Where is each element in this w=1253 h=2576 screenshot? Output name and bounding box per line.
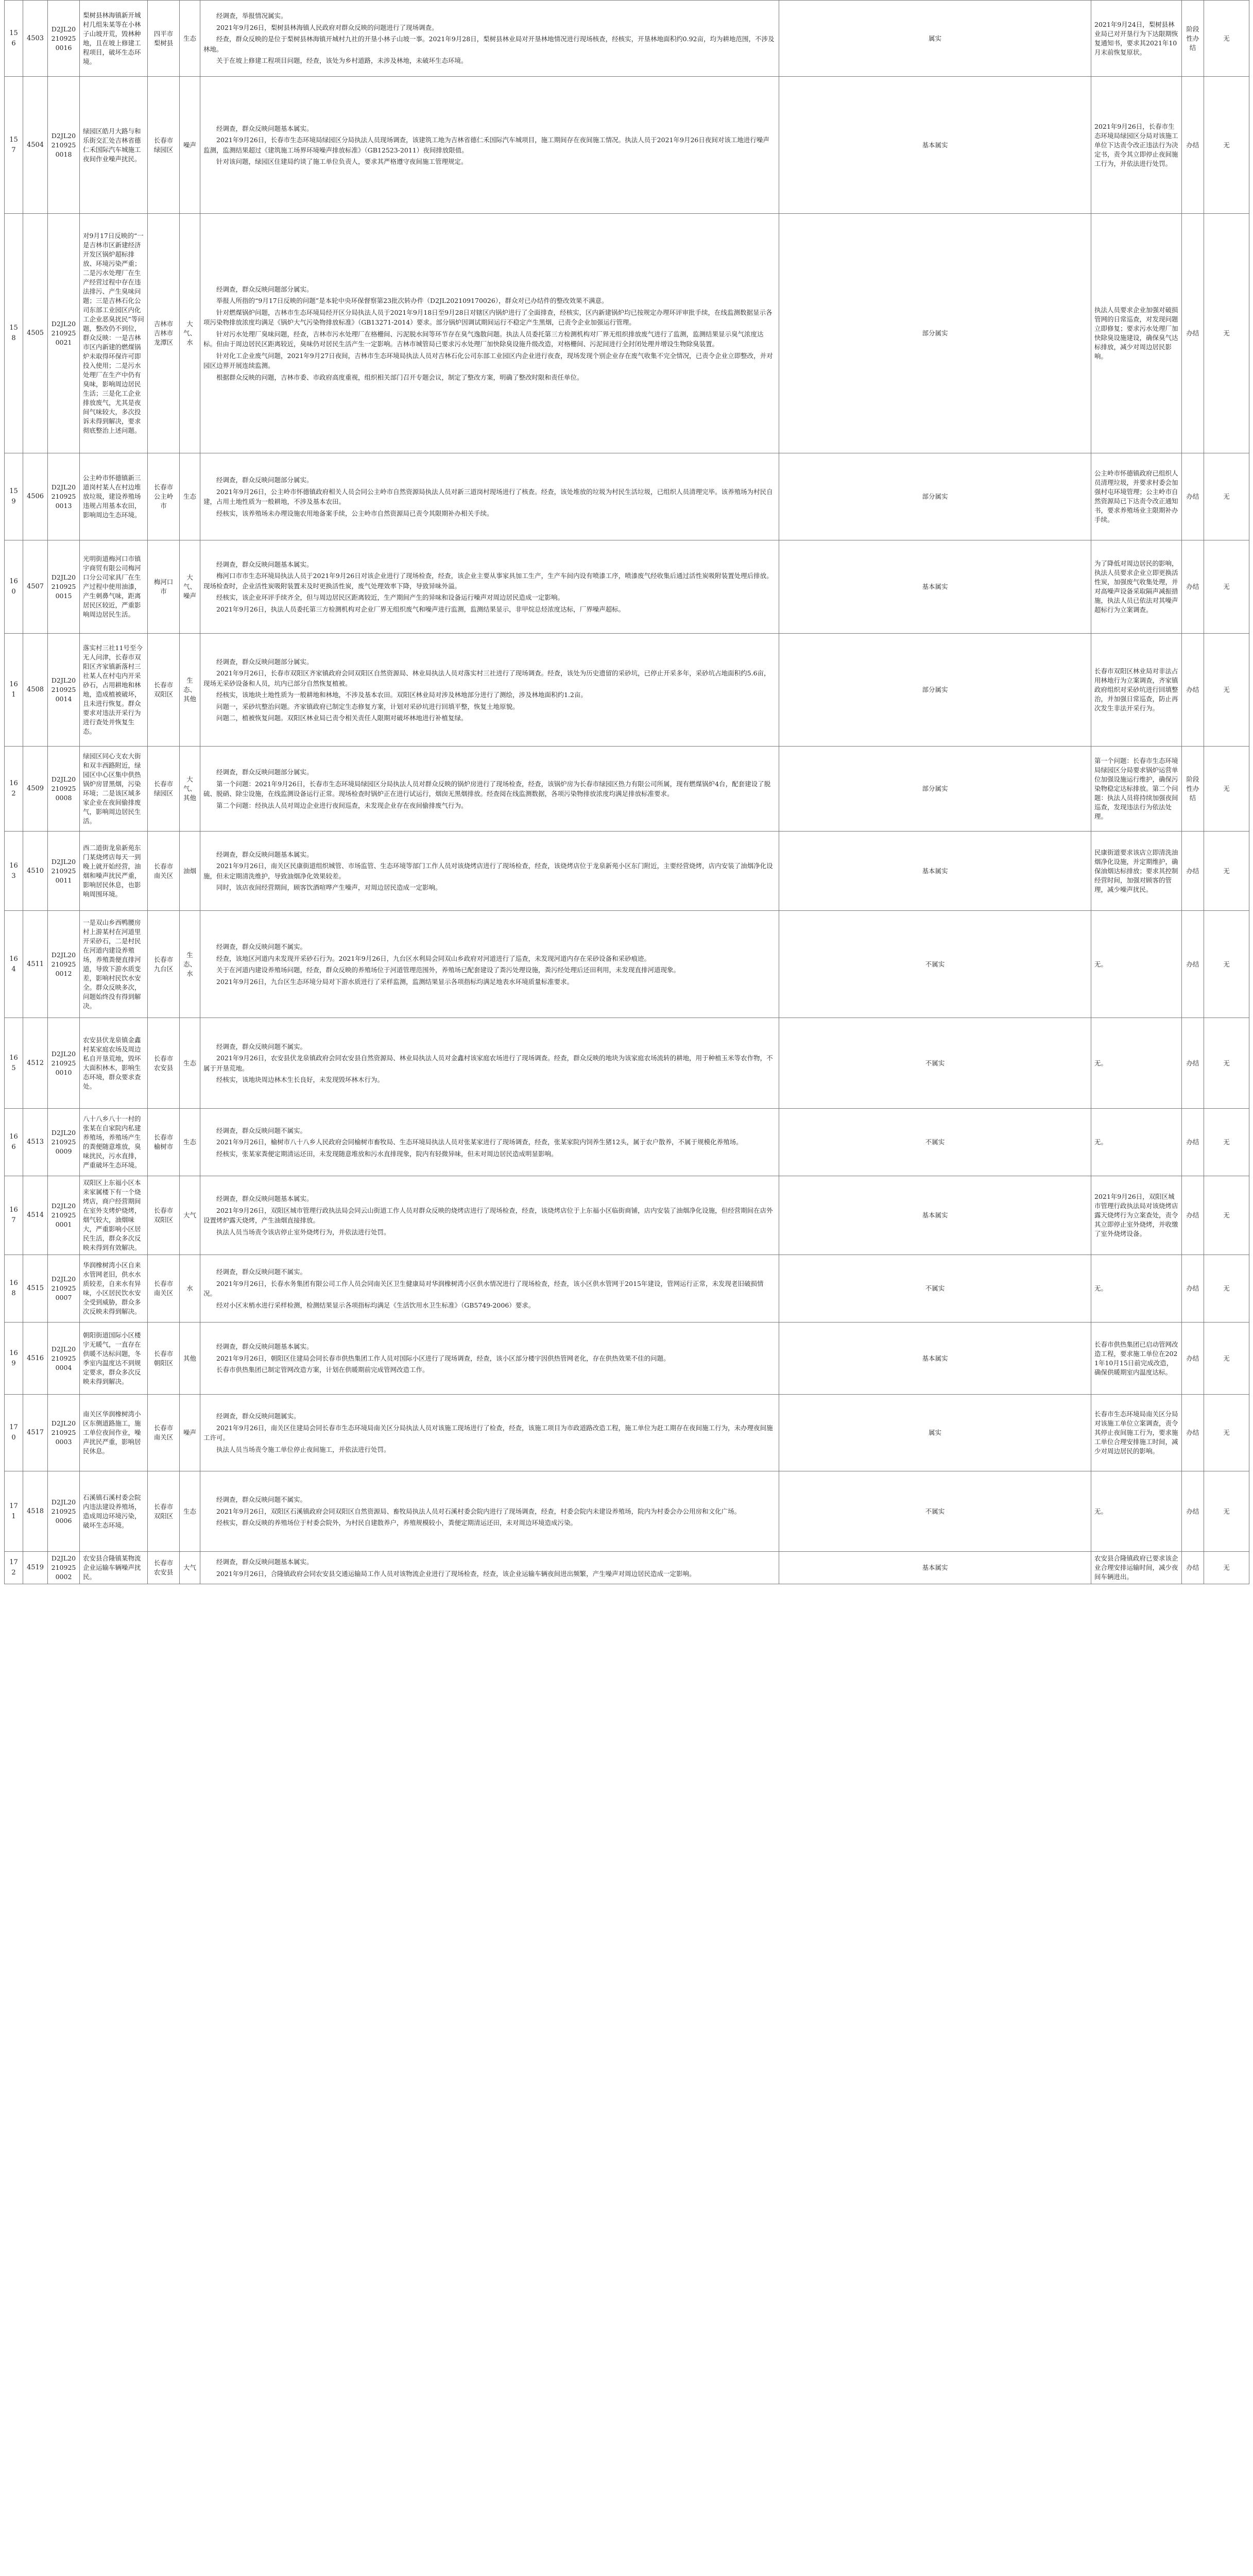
investigation-findings	[200, 1109, 779, 1176]
complaint-text: 光明街道梅河口市镇宇商贸有限公司梅河口分公司家具厂在生产过程中使用油漆，产生刺鼻气味，距离居民区较近，严重影响周边居民生活。	[80, 540, 148, 634]
complaint-text: 八十八乡八十一村的张某在自家院内私建养殖场，养殖场产生的粪便随意堆放，臭味扰民，污水直排，严重破坏生态环境。	[80, 1109, 148, 1176]
case-code: D2JL202109250009	[48, 1109, 80, 1176]
finding-paragraph: 2021年9月26日，榆树市八十八乡人民政府会同榆树市畜牧局、生态环境局执法人员对张某家进行了现场调查，经查，张某家院内饲养生猪12头，属于农户散养，不属于规模化养殖场。	[216, 1138, 743, 1146]
batch-number: 4514	[23, 1176, 48, 1255]
row-seq: 156	[5, 1, 23, 77]
district: 长春市南关区	[148, 1255, 180, 1323]
batch-number: 4509	[23, 747, 48, 832]
finding-paragraph: 2021年9月26日，朝阳区住建局会同长春市供热集团工作人员对国际小区进行了现场调查，经查，该小区部分楼宇因供热管网老化，存在供热效果不佳的问题。	[216, 1354, 670, 1362]
investigation-findings	[200, 540, 779, 634]
finding-paragraph: 2021年9月26日，农安县伏龙泉镇政府会同农安县自然资源局、林业局执法人员对金鑫村该家庭农场进行了现场调查。经查，群众反映的地块为该家庭农场流转的耕地，用于种植玉米等农作物，不属于开垦荒地。	[203, 1054, 773, 1072]
finding-paragraph: 根据群众反映的问题，吉林市委、市政府高度重视，组织相关部门召开专题会议，制定了整改方案，明确了整改时限和责任单位。	[216, 373, 583, 381]
investigation-findings	[200, 214, 779, 453]
finding-paragraph: 关于在河道内建设养殖场问题，经查，群众反映的养殖场位于河道管理范围外，养殖场已配套建设了粪污处理设施，粪污经处理后还田利用，未发现直排河道现象。	[216, 966, 680, 974]
pollution-type: 噪声	[180, 1395, 200, 1471]
batch-number: 4508	[23, 634, 48, 747]
district: 长春市南关区	[148, 832, 180, 911]
accountability: 无	[1204, 1109, 1249, 1176]
status: 办结	[1182, 832, 1204, 911]
table-row	[5, 1395, 1249, 1471]
investigation-findings	[200, 1176, 779, 1255]
batch-number: 4518	[23, 1471, 48, 1552]
complaint-text: 梨树县林海镇新开城村几组朱某等在小林子山坡开荒，毁林种地，且在坡上修建工程项目，破坏生态环境。	[80, 1, 148, 77]
case-code: D2JL202109250012	[48, 911, 80, 1018]
finding-paragraph: 经调查，群众反映问题部分属实。	[216, 768, 313, 776]
pollution-type: 大气	[180, 1176, 200, 1255]
pollution-type: 生态、水	[180, 911, 200, 1018]
verdict: 部分属实	[779, 747, 1091, 832]
row-seq: 157	[5, 77, 23, 214]
handling-measures: 长春市双阳区林业局对非法占用林地行为立案调查，齐家镇政府组织对采砂坑进行回填整治，并加强日常巡查，防止再次发生非法开采行为。	[1091, 634, 1182, 747]
complaint-text: 农安县伏龙泉镇金鑫村某家庭农场及周边私自开垦荒地，毁坏大面积林木，影响生态环境，群众要求查处。	[80, 1018, 148, 1109]
investigation-findings	[200, 1471, 779, 1552]
accountability: 无	[1204, 1471, 1249, 1552]
batch-number: 4505	[23, 214, 48, 453]
accountability: 无	[1204, 1552, 1249, 1584]
case-code: D2JL202109250010	[48, 1018, 80, 1109]
table-row	[5, 540, 1249, 634]
status: 办结	[1182, 214, 1204, 453]
batch-number: 4513	[23, 1109, 48, 1176]
table-row	[5, 634, 1249, 747]
verdict: 基本属实	[779, 1552, 1091, 1584]
complaint-text: 朝阳街道国际小区楼宇无暖气，一直存在供暖不达标问题，冬季室内温度达不到规定要求，群众多次反映未得到解决。	[80, 1323, 148, 1395]
case-code: D2JL202109250018	[48, 77, 80, 214]
investigation-findings	[200, 1, 779, 77]
pollution-type: 生态	[180, 1109, 200, 1176]
finding-paragraph: 经调查，群众反映问题基本属实。	[216, 560, 313, 568]
pollution-type: 生态	[180, 1471, 200, 1552]
status: 办结	[1182, 1018, 1204, 1109]
table-row	[5, 911, 1249, 1018]
finding-paragraph: 经核实，该企业环评手续齐全，但与周边居民区距离较近，生产期间产生的异味和设备运行噪声对周边居民造成一定影响。	[216, 594, 564, 602]
pollution-type: 生态、其他	[180, 634, 200, 747]
finding-paragraph: 经核实，该地块周边林木生长良好，未发现毁坏林木行为。	[216, 1076, 384, 1083]
accountability: 无	[1204, 832, 1249, 911]
handling-measures: 长春市生态环境局南关区分局对该施工单位立案调查，责令其停止夜间施工行为，要求施工单位合理安排施工时间，减少对周边居民的影响。	[1091, 1395, 1182, 1471]
status: 阶段性办结	[1182, 1, 1204, 77]
investigation-findings	[200, 911, 779, 1018]
finding-paragraph: 2021年9月26日，南关区民康街道组织城管、市场监管、生态环境等部门工作人员对该烧烤店进行了现场检查，经查，该烧烤店位于龙泉新苑小区东门附近，主要经营烧烤，店内安装了油烟净化设施，但未定期清洗维护，导致油烟净化效果较差。	[203, 862, 773, 880]
district: 长春市农安县	[148, 1018, 180, 1109]
verdict: 属实	[779, 1, 1091, 77]
case-code: D2JL202109250004	[48, 1323, 80, 1395]
finding-paragraph: 2021年9月26日，合隆镇政府会同农安县交通运输局工作人员对该物流企业进行了现场检查，经查，该企业运输车辆夜间进出频繁，产生噪声对周边居民造成一定影响。	[216, 1569, 696, 1578]
verdict: 基本属实	[779, 1323, 1091, 1395]
handling-measures: 民康街道要求该店立即清洗油烟净化设施，并定期维护，确保油烟达标排放；要求其控制经营时间，加强对顾客的管理，减少噪声扰民。	[1091, 832, 1182, 911]
batch-number: 4519	[23, 1552, 48, 1584]
verdict: 基本属实	[779, 832, 1091, 911]
handling-measures: 农安县合隆镇政府已要求该企业合理安排运输时间，减少夜间车辆进出。	[1091, 1552, 1182, 1584]
finding-paragraph: 经调查，群众反映问题部分属实。	[216, 657, 313, 666]
handling-measures: 无。	[1091, 1109, 1182, 1176]
row-seq: 169	[5, 1323, 23, 1395]
case-code: D2JL202109250015	[48, 540, 80, 634]
table-row	[5, 1323, 1249, 1395]
verdict: 部分属实	[779, 634, 1091, 747]
complaint-text: 南关区华润橡树湾小区东侧道路施工，施工单位夜间作业，噪声扰民严重，影响居民休息。	[80, 1395, 148, 1471]
district: 长春市榆树市	[148, 1109, 180, 1176]
investigation-findings	[200, 77, 779, 214]
district: 长春市九台区	[148, 911, 180, 1018]
row-seq: 172	[5, 1552, 23, 1584]
pollution-type: 大气、其他	[180, 747, 200, 832]
district: 梅河口市	[148, 540, 180, 634]
pollution-type: 水	[180, 1255, 200, 1323]
finding-paragraph: 第二个问题：经执法人员对周边企业进行夜间巡查，未发现企业存在夜间偷排废气行为。	[216, 801, 468, 809]
finding-paragraph: 经调查，群众反映问题基本属实。	[216, 1195, 313, 1202]
finding-paragraph: 执法人员当场责令该店停止室外烧烤行为，并依法进行处罚。	[216, 1228, 390, 1236]
finding-paragraph: 经调查，群众反映问题不属实。	[216, 1268, 307, 1276]
pollution-type: 大气	[180, 1552, 200, 1584]
district: 长春市农安县	[148, 1552, 180, 1584]
complaint-text: 双阳区上东福小区本来家属楼下有一个烧烤店，商户经营期间在室外支烤炉烧烤，烟气较大，油烟味大，严重影响小区居民生活，群众多次反映未得到有效解决。	[80, 1176, 148, 1255]
finding-paragraph: 经查，群众反映的是位于梨树县林海镇开城村九社的开垦小林子山坡一事。2021年9月28日，梨树县林业局对开垦林地情况进行现场核查，经核实，开垦林地面积约0.92亩，均为耕地范围，不涉及林地。	[203, 35, 775, 53]
table-row	[5, 1552, 1249, 1584]
verdict: 不属实	[779, 1109, 1091, 1176]
finding-paragraph: 经对小区末梢水进行采样检测，检测结果显示各项指标均满足《生活饮用水卫生标准》（GB5749-2006）要求。	[216, 1301, 535, 1309]
pollution-type: 生态	[180, 453, 200, 540]
status: 办结	[1182, 540, 1204, 634]
finding-paragraph: 经核实，张某家粪便定期清运还田，未发现随意堆放和污水直排现象，院内有轻微异味，但未对周边居民造成明显影响。	[216, 1149, 558, 1158]
status: 办结	[1182, 1255, 1204, 1323]
verdict: 基本属实	[779, 77, 1091, 214]
finding-paragraph: 经核实，该地块土地性质为一般耕地和林地，不涉及基本农田。双阳区林业局对涉及林地部分进行了测绘，涉及林地面积约1.2亩。	[216, 691, 587, 699]
table-row	[5, 832, 1249, 911]
handling-measures: 无。	[1091, 1471, 1182, 1552]
finding-paragraph: 经调查，群众反映问题属实。	[216, 1412, 300, 1420]
complaint-text: 对9月17日反映的“一是吉林市区新建经济开发区锅炉超标排放、环境污染严重；二是污水处理厂在生产经营过程中存在违法排污、产生臭味问题；三是吉林石化公司东部工业园区内化工企业恶臭扰民”等问题，整改仍不到位，群众反映：一是吉林市区内新建的燃煤锅炉未取得环保许可即投入使用；二是污水处理厂在生产中仍有臭味，影响周边居民生活；三是化工企业排放废气，尤其是夜间气味较大，多次投诉未得到解决，要求彻底整治上述问题。	[80, 214, 148, 453]
status: 办结	[1182, 1176, 1204, 1255]
pollution-type: 生态	[180, 1018, 200, 1109]
complaint-text: 石溪镇石溪村委会院内违法建设养殖场，造成周边环境污染，破坏生态环境。	[80, 1471, 148, 1552]
row-seq: 160	[5, 540, 23, 634]
handling-measures: 执法人员要求企业加强对破损管网的日常巡查，对发现问题立即修复；要求污水处理厂加快除臭设施建设，确保臭气达标排放，减少对周边居民影响。	[1091, 214, 1182, 453]
batch-number: 4511	[23, 911, 48, 1018]
verdict: 不属实	[779, 911, 1091, 1018]
finding-paragraph: 经调查，群众反映问题基本属实。	[216, 124, 313, 132]
handling-measures: 长春市供热集团已启动管网改造工程，要求施工单位在2021年10月15日前完成改造，确保供暖期室内温度达标。	[1091, 1323, 1182, 1395]
case-code: D2JL202109250013	[48, 453, 80, 540]
finding-paragraph: 同时，该店夜间经营期间，顾客饮酒喧哗产生噪声，对周边居民造成一定影响。	[216, 884, 442, 891]
finding-paragraph: 2021年9月26日，梨树县林海镇人民政府对群众反映的问题进行了现场调查。	[216, 23, 438, 31]
batch-number: 4510	[23, 832, 48, 911]
accountability: 无	[1204, 1018, 1249, 1109]
finding-paragraph: 经调查，群众反映问题基本属实。	[216, 1558, 313, 1566]
finding-paragraph: 2021年9月26日，长春水务集团有限公司工作人员会同南关区卫生健康局对华润橡树湾小区供水情况进行了现场检查，经查，该小区供水管网于2015年建设，管网运行正常，未发现老旧破损情况。	[203, 1279, 764, 1297]
row-seq: 162	[5, 747, 23, 832]
handling-measures: 为了降低对周边居民的影响，执法人员要求企业立即更换活性炭，加强废气收集处理，并对高噪声设备采取隔声减振措施，执法人员已依法对其噪声超标行为立案调查。	[1091, 540, 1182, 634]
status: 办结	[1182, 1395, 1204, 1471]
case-code: D2JL202109250016	[48, 1, 80, 77]
investigation-findings	[200, 634, 779, 747]
status: 办结	[1182, 634, 1204, 747]
verdict: 不属实	[779, 1471, 1091, 1552]
complaint-text: 农安县合隆镇某物流企业运输车辆噪声扰民。	[80, 1552, 148, 1584]
accountability: 无	[1204, 911, 1249, 1018]
pollution-type: 大气、水	[180, 214, 200, 453]
finding-paragraph: 经调查，群众反映问题部分属实。	[216, 476, 313, 484]
accountability: 无	[1204, 453, 1249, 540]
pollution-type: 油烟	[180, 832, 200, 911]
case-code: D2JL202109250007	[48, 1255, 80, 1323]
table-row	[5, 1018, 1249, 1109]
district: 长春市绿园区	[148, 747, 180, 832]
batch-number: 4504	[23, 77, 48, 214]
finding-paragraph: 2021年9月26日，双阳区城市管理行政执法局会同云山街道工作人员对群众反映的烧烤店进行了现场检查，经查，该烧烤店位于上东福小区临街商铺，店内安装了油烟净化设施，但经营期间在店外设置烤炉露天烧烤，产生油烟直接排放。	[203, 1206, 773, 1224]
finding-paragraph: 2021年9月26日，长春市生态环境局绿园区分局执法人员现场调查，该建筑工地为吉林省德仁禾国际汽车城项目，施工期间存在夜间施工情况。执法人员于2021年9月26日夜间对该工地进行噪声监测，监测结果超过《建筑施工场界环境噪声排放标准》（GB12523-2011）夜间排放限值。	[203, 136, 769, 154]
handling-measures: 公主岭市怀德镇政府已组织人员清理垃圾，并要求村委会加强村屯环境管理；公主岭市自然资源局已下达责令改正通知书，要求养殖场业主限期补办手续。	[1091, 453, 1182, 540]
finding-paragraph: 2021年9月26日，执法人员委托第三方检测机构对企业厂界无组织废气和噪声进行监测，监测结果显示，非甲烷总烃浓度达标，厂界噪声超标。	[216, 605, 625, 613]
finding-paragraph: 针对该问题，绿园区住建局约谈了施工单位负责人，要求其严格遵守夜间施工管理规定。	[216, 158, 468, 165]
row-seq: 159	[5, 453, 23, 540]
row-seq: 171	[5, 1471, 23, 1552]
complaint-text: 绿园区同心支农大街和双丰西路附近，绿园区中心区集中供热锅炉房冒黑烟，污染环境；二是该区域多家企业在夜间偷排废气，影响周边居民生活。	[80, 747, 148, 832]
accountability: 无	[1204, 747, 1249, 832]
case-code: D2JL202109250006	[48, 1471, 80, 1552]
case-code: D2JL202109250021	[48, 214, 80, 453]
district: 长春市双阳区	[148, 1471, 180, 1552]
verdict: 不属实	[779, 1255, 1091, 1323]
batch-number: 4517	[23, 1395, 48, 1471]
row-seq: 161	[5, 634, 23, 747]
case-code: D2JL202109250002	[48, 1552, 80, 1584]
finding-paragraph: 经查，该地区河道内未发现开采砂石行为。2021年9月26日，九台区水利局会同双山乡政府对河道进行了巡查，未发现河道内存在采砂设备和采砂痕迹。	[216, 954, 651, 962]
complaint-text: 公主岭市怀德镇新三道岗村某人在村边堆放垃圾，建设养殖场违规占用基本农田，影响周边生态环境。	[80, 453, 148, 540]
investigation-findings	[200, 453, 779, 540]
finding-paragraph: 举报人所指的“9月17日反映的问题”是本轮中央环保督察第23批次转办件（D2JL202109170026），群众对已办结件的整改效果不满意。	[216, 297, 608, 305]
batch-number: 4503	[23, 1, 48, 77]
investigation-findings	[200, 747, 779, 832]
accountability: 无	[1204, 77, 1249, 214]
accountability: 无	[1204, 634, 1249, 747]
accountability: 无	[1204, 214, 1249, 453]
verdict: 不属实	[779, 1018, 1091, 1109]
accountability: 无	[1204, 1323, 1249, 1395]
status: 办结	[1182, 1552, 1204, 1584]
finding-paragraph: 针对燃煤锅炉问题，吉林市生态环境局经开区分局执法人员于2021年9月18日至9月28日对辖区内锅炉进行了全面排查，经核实，区内新建锅炉均已按规定办理环评审批手续，在线监测数据显示各项污染物排放浓度均满足《锅炉大气污染物排放标准》（GB13271-2014）要求。部分锅炉因调试期间运行不稳定产生黑烟，已责令企业加强运行管理。	[203, 308, 773, 327]
district: 吉林市吉林市龙潭区	[148, 214, 180, 453]
status: 办结	[1182, 911, 1204, 1018]
row-seq: 158	[5, 214, 23, 453]
finding-paragraph: 经调查，群众反映问题不属实。	[216, 943, 307, 951]
table-row	[5, 1176, 1249, 1255]
row-seq: 163	[5, 832, 23, 911]
table-row	[5, 1255, 1249, 1323]
handling-measures: 无。	[1091, 911, 1182, 1018]
finding-paragraph: 针对污水处理厂臭味问题，经查，吉林市污水处理厂在格栅间、污泥脱水间等环节存在臭气逸散问题。执法人员委托第三方检测机构对厂界无组织排放废气进行了监测，监测结果显示臭气浓度达标。但由于周边居民区距离较近，臭味仍对居民生活产生一定影响。吉林市城管局已要求污水处理厂加快除臭设施升级改造，对格栅间、污泥间进行全封闭处理并增设生物除臭装置。	[203, 330, 764, 348]
finding-paragraph: 2021年9月26日，双阳区石溪镇政府会同双阳区自然资源局、畜牧局执法人员对石溪村委会院内进行了现场调查，经查，村委会院内未建设养殖场，院内为村委会办公用房和文化广场。	[216, 1507, 741, 1515]
finding-paragraph: 2021年9月26日，九台区生态环境分局对下游水质进行了采样监测，监测结果显示各项指标均满足地表水环境质量标准要求。	[216, 977, 574, 986]
handling-measures: 2021年9月26日，长春市生态环境局绿园区分局对该施工单位下达责令改正违法行为决定书，责令其立即停止夜间施工行为，并依法进行处罚。	[1091, 77, 1182, 214]
table-row	[5, 214, 1249, 453]
finding-paragraph: 经调查，举报情况属实。	[216, 12, 287, 20]
case-code: D2JL202109250008	[48, 747, 80, 832]
handling-measures: 2021年9月26日，双阳区城市管理行政执法局对该烧烤店露天烧烤行为立案查处，责令其立即停止室外烧烤，并收缴了室外烧烤设备。	[1091, 1176, 1182, 1255]
batch-number: 4506	[23, 453, 48, 540]
status: 办结	[1182, 1109, 1204, 1176]
table-row	[5, 77, 1249, 214]
finding-paragraph: 2021年9月26日，公主岭市怀德镇政府相关人员会同公主岭市自然资源局执法人员对新三道岗村现场进行了核查。经查，该处堆放的垃圾为村民生活垃圾，已组织人员清理完毕。该养殖场为村民自建，占用土地性质为一般耕地，不涉及基本农田。	[203, 487, 773, 505]
finding-paragraph: 经调查，群众反映问题部分属实。	[216, 285, 313, 293]
handling-measures: 2021年9月24日，梨树县林业局已对开垦行为下达限期恢复通知书，要求其2021年10月末前恢复原状。	[1091, 1, 1182, 77]
district: 长春市南关区	[148, 1395, 180, 1471]
investigation-findings	[200, 1323, 779, 1395]
accountability: 无	[1204, 1255, 1249, 1323]
finding-paragraph: 经调查，群众反映问题基本属实。	[216, 850, 313, 858]
verdict: 基本属实	[779, 1176, 1091, 1255]
district: 长春市双阳区	[148, 1176, 180, 1255]
pollution-type: 噪声	[180, 77, 200, 214]
investigation-findings	[200, 1395, 779, 1471]
finding-paragraph: 经核实，该养殖场未办理设施农用地备案手续，公主岭市自然资源局已责令其限期补办相关手续。	[216, 509, 493, 517]
handling-measures: 无。	[1091, 1255, 1182, 1323]
batch-number: 4512	[23, 1018, 48, 1109]
finding-paragraph: 经核实，群众反映的养殖场位于村委会院外，为村民自建散养户，养殖规模较小，粪便定期清运还田，未对周边环境造成污染。	[216, 1519, 577, 1527]
status: 办结	[1182, 453, 1204, 540]
handling-measures: 第一个问题：长春市生态环境局绿园区分局要求锅炉运营单位加强设施运行维护，确保污染物稳定达标排放。第二个问题：执法人员将持续加强夜间巡查，发现违法行为依法处理。	[1091, 747, 1182, 832]
finding-paragraph: 经调查，群众反映问题不属实。	[216, 1042, 307, 1050]
accountability: 无	[1204, 1176, 1249, 1255]
status: 办结	[1182, 1323, 1204, 1395]
complaint-text: 落实村三社11号至今无人问津，长春市双阳区齐家镇新落村三社某人在村屯内开采砂石，占用耕地和林地，造成植被破坏，且未进行恢复。群众要求对违法开采行为进行查处并恢复生态。	[80, 634, 148, 747]
row-seq: 170	[5, 1395, 23, 1471]
pollution-type: 其他	[180, 1323, 200, 1395]
row-seq: 168	[5, 1255, 23, 1323]
district: 长春市朝阳区	[148, 1323, 180, 1395]
finding-paragraph: 经调查，群众反映问题不属实。	[216, 1496, 307, 1504]
finding-paragraph: 问题一，采砂坑整治问题。齐家镇政府已制定生态修复方案，计划对采砂坑进行回填平整，恢复土地原貌。	[216, 702, 519, 710]
finding-paragraph: 经调查，群众反映问题不属实。	[216, 1126, 307, 1134]
complaint-text: 绿园区皓月大路与和乐街交汇处吉林省德仁禾国际汽车城施工夜间作业噪声扰民。	[80, 77, 148, 214]
investigation-findings	[200, 1552, 779, 1584]
verdict: 部分属实	[779, 453, 1091, 540]
row-seq: 166	[5, 1109, 23, 1176]
finding-paragraph: 梅河口市市生态环境局执法人员于2021年9月26日对该企业进行了现场检查，经查，该企业主要从事家具加工生产，生产车间内设有喷漆工序，喷漆废气经收集后通过活性炭吸附装置处理后排放。现场检查时，企业活性炭吸附装置未及时更换活性炭，废气处理效率下降，导致异味外溢。	[203, 572, 773, 590]
complaint-text: 华润橡树湾小区自来水管网老旧，供水水质较差，自来水有异味，小区居民饮水安全受到威胁，群众多次反映未得到解决。	[80, 1255, 148, 1323]
status: 阶段性办结	[1182, 747, 1204, 832]
investigation-findings	[200, 1018, 779, 1109]
finding-paragraph: 经调查，群众反映问题基本属实。	[216, 1343, 313, 1351]
finding-paragraph: 问题二，植被恢复问题。双阳区林业局已责令相关责任人限期对破坏林地进行补植复绿。	[216, 714, 468, 722]
table-row	[5, 1109, 1249, 1176]
complaint-table	[4, 0, 1249, 1584]
case-code: D2JL202109250003	[48, 1395, 80, 1471]
status: 办结	[1182, 1471, 1204, 1552]
row-seq: 167	[5, 1176, 23, 1255]
table-row	[5, 1471, 1249, 1552]
case-code: D2JL202109250011	[48, 832, 80, 911]
status: 办结	[1182, 77, 1204, 214]
finding-paragraph: 2021年9月26日，南关区住建局会同长春市生态环境局南关区分局执法人员对该施工现场进行了检查，经查，该施工项目为市政道路改造工程，施工单位为赶工期存在夜间施工行为，未办理夜间施工许可。	[203, 1423, 773, 1442]
finding-paragraph: 针对化工企业废气问题，2021年9月27日夜间，吉林市生态环境局执法人员对吉林石化公司东部工业园区内企业进行夜查，现场发现个别企业存在废气收集不完全情况，已责令企业立即整改，并对园区边界开展连续监测。	[203, 351, 773, 370]
handling-measures: 无。	[1091, 1018, 1182, 1109]
complaint-text: 西二道街龙泉新苑东门某烧烤店每天一到晚上就开始经营，油烟和噪声扰民严重，影响居民休息，也影响周围环境。	[80, 832, 148, 911]
district: 长春市双阳区	[148, 634, 180, 747]
table-row	[5, 1, 1249, 77]
finding-paragraph: 2021年9月26日，长春市双阳区齐家镇政府会同双阳区自然资源局、林业局执法人员对落实村三社进行了现场调查。经查，该处为历史遗留的采砂坑，已停止开采多年，采砂坑占地面积约5.6亩，现场无采砂设备和人员，坑内已部分自然恢复植被。	[203, 669, 770, 687]
accountability: 无	[1204, 1395, 1249, 1471]
finding-paragraph: 第一个问题：2021年9月26日，长春市生态环境局绿园区分局执法人员对群众反映的锅炉房进行了现场检查，经查，该锅炉房为长春市绿园区热力有限公司所属，现有燃煤锅炉4台，配套建设了脱硫、脱硝、除尘设施，在线监测设备运行正常。现场检查时锅炉正在进行试运行，烟囱无黑烟排放。经查阅在线监测数据，各项污染物排放浓度均满足排放标准要求。	[203, 779, 771, 798]
table-row	[5, 453, 1249, 540]
pollution-type: 生态	[180, 1, 200, 77]
batch-number: 4515	[23, 1255, 48, 1323]
accountability: 无	[1204, 1, 1249, 77]
row-seq: 164	[5, 911, 23, 1018]
table-row	[5, 747, 1249, 832]
complaint-text: 一是双山乡西鸭腰房村上游某村在河道里开采砂石，二是村民在河道内建设养殖场，养殖粪便直排河道，导致下游水质变差，影响村民饮水安全。群众反映多次，问题始终没有得到解决。	[80, 911, 148, 1018]
case-code: D2JL202109250014	[48, 634, 80, 747]
verdict: 属实	[779, 1395, 1091, 1471]
finding-paragraph: 长春市供热集团已制定管网改造方案，计划在供暖期前完成管网改造工作。	[216, 1366, 429, 1374]
case-code: D2JL202109250001	[48, 1176, 80, 1255]
verdict: 基本属实	[779, 540, 1091, 634]
district: 长春市绿园区	[148, 77, 180, 214]
district: 长春市公主岭市	[148, 453, 180, 540]
verdict: 部分属实	[779, 214, 1091, 453]
pollution-type: 大气、噪声	[180, 540, 200, 634]
accountability: 无	[1204, 540, 1249, 634]
finding-paragraph: 关于在坡上修建工程项目问题，经查，该处为乡村道路，未涉及林地，未破坏生态环境。	[216, 57, 468, 65]
investigation-findings	[200, 1255, 779, 1323]
investigation-findings	[200, 832, 779, 911]
batch-number: 4516	[23, 1323, 48, 1395]
district: 四平市梨树县	[148, 1, 180, 77]
table-body	[5, 1, 1249, 1584]
batch-number: 4507	[23, 540, 48, 634]
finding-paragraph: 执法人员当场责令施工单位停止夜间施工，并依法进行处罚。	[216, 1445, 390, 1453]
row-seq: 165	[5, 1018, 23, 1109]
